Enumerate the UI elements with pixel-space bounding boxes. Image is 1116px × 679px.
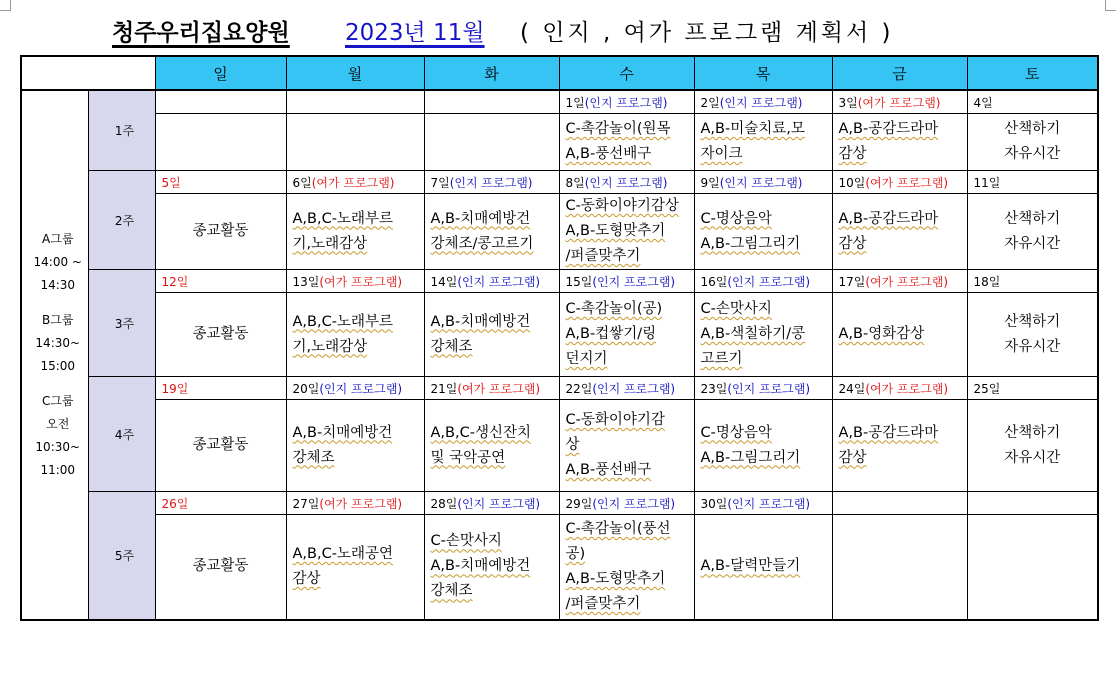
activity-text: A,B-풍선배구	[565, 146, 652, 162]
activity-text: 종교활동	[192, 558, 249, 575]
activity-cell-tue	[424, 293, 559, 377]
date-cell-tue	[424, 270, 559, 293]
date-cell-tue	[424, 492, 559, 515]
activity-text: A,B-그림그리기	[700, 235, 801, 252]
date-cell-sun	[155, 270, 286, 293]
activity-text: C-명상음악	[700, 210, 772, 227]
activity-cell-sun	[155, 515, 286, 620]
activity-text: 산책하기	[1004, 424, 1061, 441]
header-sun: 일	[155, 56, 286, 90]
activity-text: A,B-공감드라마	[838, 121, 939, 137]
activity-cell-mon	[286, 194, 424, 270]
program-type-label: (인지 프로그램)	[319, 381, 403, 396]
activity-text: A,B-치매예방건	[430, 558, 531, 575]
activity-text: 종교활동	[192, 326, 249, 342]
program-type-label: (인지 프로그램)	[457, 496, 541, 511]
activity-text: A,B-그림그리기	[700, 449, 801, 466]
activity-cell-fri	[832, 400, 967, 492]
activity-text: 산책하기	[1004, 210, 1061, 227]
group-a-time: 14:00 ~	[33, 254, 82, 269]
date-number: 8일	[565, 175, 585, 190]
date-cell-mon	[286, 171, 424, 194]
activity-text: 기,노래감상	[292, 235, 368, 252]
header-corner-cell	[21, 56, 155, 90]
program-type-label: (여가 프로그램)	[457, 381, 541, 396]
program-type-label: (인지 프로그램)	[727, 496, 811, 511]
group-c-time: 10:30~	[35, 439, 81, 454]
activity-text: 기,노래감상	[292, 338, 368, 355]
program-type-label: (인지 프로그램)	[592, 274, 676, 289]
week-4-activity-row	[21, 400, 1098, 492]
date-cell-wed	[559, 492, 694, 515]
activity-text: 감상	[838, 146, 867, 162]
date-number: 16일	[700, 274, 728, 289]
document-title	[0, 10, 1116, 46]
activity-text: C-동화이야기감	[565, 412, 665, 428]
header-mon: 월	[286, 56, 424, 90]
date-cell-sat	[967, 492, 1098, 515]
plan-month: 2023년 11월	[345, 20, 485, 46]
date-number: 20일	[292, 381, 320, 396]
week-5-date-row	[21, 492, 1098, 515]
activity-cell-sun	[155, 293, 286, 377]
activity-text: A,B-미술치료,모	[700, 121, 805, 137]
date-cell-thu	[694, 377, 832, 400]
activity-text: 종교활동	[192, 223, 249, 239]
week-2-activity-row	[21, 194, 1098, 270]
activity-text: 자유시간	[1004, 235, 1061, 252]
date-number: 3일	[838, 95, 858, 110]
date-cell-thu	[694, 492, 832, 515]
program-type-label: (여가 프로그램)	[311, 175, 395, 190]
program-type-label: (인지 프로그램)	[584, 95, 668, 110]
activity-cell-mon	[286, 400, 424, 492]
week-label: 5주	[88, 492, 155, 620]
activity-text: 종교활동	[192, 437, 249, 453]
date-number: 22일	[565, 381, 593, 396]
date-cell-thu	[694, 171, 832, 194]
activity-cell-mon	[286, 293, 424, 377]
activity-text: A,B-치매예방건	[430, 210, 531, 227]
program-schedule-table	[20, 55, 1099, 621]
activity-cell-wed	[559, 400, 694, 492]
activity-text: A,B-공감드라마	[838, 424, 939, 441]
date-number: 13일	[292, 274, 320, 289]
activity-cell-sat	[967, 114, 1098, 171]
activity-text: A,B-도형맞추기	[565, 570, 666, 587]
activity-cell-wed	[559, 515, 694, 620]
activity-cell-tue	[424, 194, 559, 270]
date-number: 23일	[700, 381, 728, 396]
date-cell-mon	[286, 90, 424, 114]
date-cell-wed	[559, 90, 694, 114]
date-number: 5일	[161, 175, 181, 190]
week-3-date-row	[21, 270, 1098, 293]
date-number: 10일	[838, 175, 866, 190]
activity-text: A,B-치매예방건	[292, 424, 393, 441]
activity-cell-thu	[694, 293, 832, 377]
activity-text: 자유시간	[1004, 146, 1061, 162]
program-type-label: (여가 프로그램)	[319, 496, 403, 511]
group-b-time-end: 15:00	[40, 358, 76, 373]
date-number: 19일	[161, 381, 189, 396]
date-cell-sun	[155, 492, 286, 515]
week-5-activity-row	[21, 515, 1098, 620]
program-type-label: (여가 프로그램)	[865, 175, 949, 190]
date-cell-fri	[832, 270, 967, 293]
activity-text: C-촉감놀이(풍선	[565, 520, 671, 537]
date-number: 6일	[292, 175, 312, 190]
activity-cell-sun	[155, 400, 286, 492]
activity-text: 자유시간	[1004, 449, 1061, 466]
activity-cell-wed	[559, 194, 694, 270]
activity-cell-sat	[967, 515, 1098, 620]
program-type-label: (여가 프로그램)	[319, 274, 403, 289]
activity-text: C-손맛사지	[430, 533, 502, 550]
activity-cell-mon	[286, 515, 424, 620]
activity-cell-tue	[424, 114, 559, 171]
week-2-date-row	[21, 171, 1098, 194]
date-number: 21일	[430, 381, 458, 396]
program-type-label: (인지 프로그램)	[457, 274, 541, 289]
date-number: 12일	[161, 274, 189, 289]
activity-cell-wed	[559, 114, 694, 171]
plan-subtitle: ( 인지 , 여가 프로그램 계획서 )	[520, 20, 894, 46]
weekday-header-row	[21, 56, 1098, 90]
activity-text: A,B-풍선배구	[565, 462, 652, 478]
date-number: 2일	[700, 95, 720, 110]
activity-cell-sat	[967, 194, 1098, 270]
header-thu: 목	[694, 56, 832, 90]
group-c-session: 오전	[46, 416, 70, 431]
date-cell-mon	[286, 270, 424, 293]
activity-cell-tue	[424, 400, 559, 492]
program-type-label: (인지 프로그램)	[592, 381, 676, 396]
date-cell-sun	[155, 90, 286, 114]
activity-cell-tue	[424, 515, 559, 620]
date-cell-fri	[832, 492, 967, 515]
program-type-label: (인지 프로그램)	[719, 95, 803, 110]
activity-text: 산책하기	[1004, 121, 1061, 137]
program-type-label: (인지 프로그램)	[449, 175, 533, 190]
activity-text: 고르기	[700, 351, 743, 367]
activity-text: 강체조	[430, 338, 473, 355]
week-1-date-row	[21, 90, 1098, 114]
program-type-label: (인지 프로그램)	[727, 381, 811, 396]
date-cell-wed	[559, 270, 694, 293]
week-label: 4주	[88, 377, 155, 492]
group-b-label: B그룹	[42, 312, 74, 327]
group-a-time-end: 14:30	[40, 277, 76, 292]
week-label: 1주	[88, 90, 155, 171]
date-cell-tue	[424, 90, 559, 114]
activity-cell-sat	[967, 400, 1098, 492]
activity-text: A,B-색칠하기/콩	[700, 326, 806, 342]
date-number: 17일	[838, 274, 866, 289]
activity-cell-sun	[155, 194, 286, 270]
date-cell-tue	[424, 377, 559, 400]
activity-text: A,B,C-생신잔치	[430, 424, 531, 441]
date-cell-tue	[424, 171, 559, 194]
week-label: 2주	[88, 171, 155, 270]
activity-text: A,B,C-노래부르	[292, 210, 393, 227]
date-number: 27일	[292, 496, 320, 511]
header-fri: 금	[832, 56, 967, 90]
activity-cell-sun	[155, 114, 286, 171]
date-cell-fri	[832, 90, 967, 114]
activity-cell-mon	[286, 114, 424, 171]
date-cell-wed	[559, 377, 694, 400]
group-c-label: C그룹	[41, 393, 74, 408]
date-number: 15일	[565, 274, 593, 289]
activity-text: 자이크	[700, 146, 743, 162]
date-number: 25일	[973, 381, 1001, 396]
header-sat: 토	[967, 56, 1098, 90]
date-cell-wed	[559, 171, 694, 194]
activity-text: C-촉감놀이(공)	[565, 301, 663, 317]
activity-cell-fri	[832, 194, 967, 270]
group-b-time: 14:30~	[35, 335, 81, 350]
program-type-label: (여가 프로그램)	[865, 381, 949, 396]
activity-text: A,B-달력만들기	[700, 558, 801, 575]
activity-text: 감상	[838, 235, 867, 252]
program-type-label: (인지 프로그램)	[727, 274, 811, 289]
date-number: 9일	[700, 175, 720, 190]
activity-text: A,B,C-노래부르	[292, 313, 393, 330]
activity-text: A,B-치매예방건	[430, 313, 531, 330]
program-type-label: (인지 프로그램)	[719, 175, 803, 190]
activity-text: A,B-컵쌓기/링	[565, 326, 657, 342]
activity-text: /퍼즐맞추기	[565, 595, 641, 612]
date-cell-sat	[967, 171, 1098, 194]
activity-cell-fri	[832, 293, 967, 377]
program-type-label: (인지 프로그램)	[592, 496, 676, 511]
activity-text: C-촉감놀이(원목	[565, 121, 671, 137]
week-1-activity-row	[21, 114, 1098, 171]
activity-cell-thu	[694, 194, 832, 270]
date-number: 1일	[565, 95, 585, 110]
week-3-activity-row	[21, 293, 1098, 377]
program-type-label: (여가 프로그램)	[865, 274, 949, 289]
date-cell-sat	[967, 90, 1098, 114]
activity-text: 강체조	[430, 583, 473, 600]
date-number: 11일	[973, 175, 1001, 190]
date-cell-sun	[155, 171, 286, 194]
activity-text: C-명상음악	[700, 424, 772, 441]
date-cell-mon	[286, 377, 424, 400]
date-number: 24일	[838, 381, 866, 396]
activity-text: A,B,C-노래공연	[292, 545, 393, 562]
activity-text: 자유시간	[1004, 338, 1061, 355]
header-tue: 화	[424, 56, 559, 90]
program-type-label: (여가 프로그램)	[857, 95, 941, 110]
date-number: 26일	[161, 496, 189, 511]
date-number: 28일	[430, 496, 458, 511]
activity-text: 강체조	[292, 449, 335, 466]
activity-text: 공)	[565, 545, 586, 562]
activity-cell-thu	[694, 114, 832, 171]
activity-text: /퍼즐맞추기	[565, 248, 641, 264]
activity-text: 및 국악공연	[430, 449, 506, 466]
date-cell-sun	[155, 377, 286, 400]
activity-cell-wed	[559, 293, 694, 377]
date-cell-sat	[967, 377, 1098, 400]
activity-cell-sat	[967, 293, 1098, 377]
activity-text: A,B-영화감상	[838, 326, 925, 342]
group-a-label: A그룹	[42, 231, 74, 246]
date-cell-mon	[286, 492, 424, 515]
date-cell-sat	[967, 270, 1098, 293]
date-cell-fri	[832, 377, 967, 400]
activity-text: 상	[565, 437, 580, 453]
date-cell-thu	[694, 270, 832, 293]
activity-text: A,B-도형맞추기	[565, 223, 666, 239]
date-number: 7일	[430, 175, 450, 190]
week-4-date-row	[21, 377, 1098, 400]
activity-cell-fri	[832, 114, 967, 171]
activity-text: 던지기	[565, 351, 608, 367]
date-number: 29일	[565, 496, 593, 511]
activity-cell-thu	[694, 400, 832, 492]
activity-cell-fri	[832, 515, 967, 620]
activity-text: 감상	[292, 570, 321, 587]
activity-text: 강체조/콩고르기	[430, 235, 534, 252]
org-name: 청주우리집요양원	[112, 20, 290, 46]
date-cell-thu	[694, 90, 832, 114]
program-type-label: (인지 프로그램)	[584, 175, 668, 190]
week-label: 3주	[88, 270, 155, 377]
activity-text: C-손맛사지	[700, 301, 772, 317]
date-number: 30일	[700, 496, 728, 511]
group-schedule-cell	[21, 90, 88, 620]
date-number: 18일	[973, 274, 1001, 289]
activity-text: 감상	[838, 449, 867, 466]
date-number: 4일	[973, 95, 993, 110]
activity-text: A,B-공감드라마	[838, 210, 939, 227]
activity-text: C-동화이야기감상	[565, 198, 679, 214]
date-cell-fri	[832, 171, 967, 194]
date-number: 14일	[430, 274, 458, 289]
activity-cell-thu	[694, 515, 832, 620]
header-wed: 수	[559, 56, 694, 90]
group-c-time-end: 11:00	[40, 462, 76, 477]
activity-text: 산책하기	[1004, 313, 1061, 330]
